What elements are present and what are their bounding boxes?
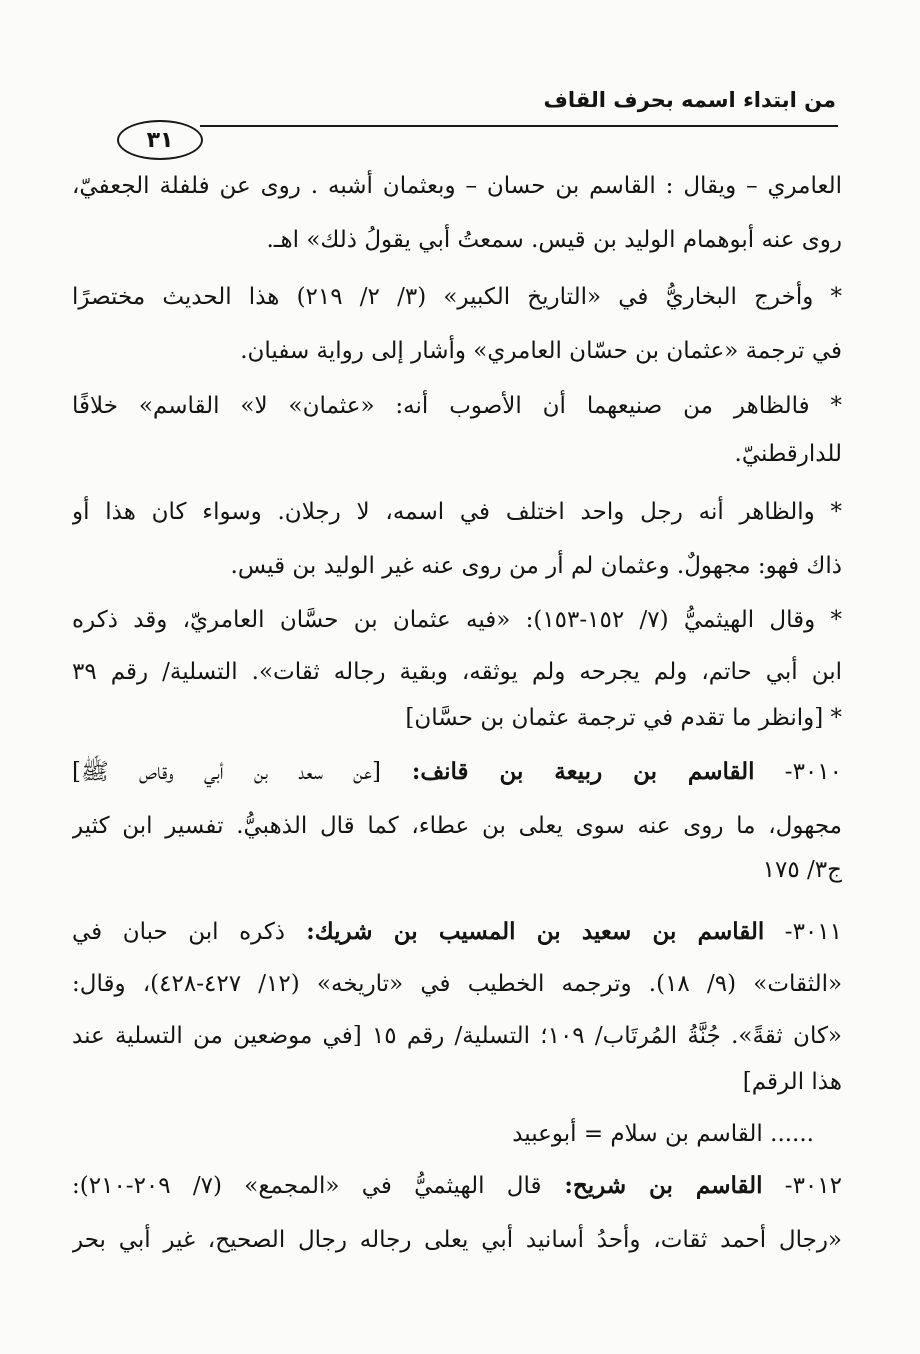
text-line-3: * وأخرج البخاريُّ في «التاريخ الكبير» (٣/ ٢/ ٢١٩) هذا الحديث مختصرًا (72, 284, 842, 310)
text-line-16: «الثقات» (٩/ ١٨). وترجمه الخطيب في «تاريخه» (١٢/ ٤٢٧-٤٢٨)، وقال: (72, 971, 842, 997)
entry-3012-line (72, 1164, 842, 1208)
entry-name: القاسم بن شريح: (541, 1172, 763, 1199)
text-line-2: روى عنه أبوهمام الوليد بن قيس. سمعتُ أبي يقولُ ذلك» اهـ. (266, 227, 842, 253)
page-number: ٣١ (117, 120, 203, 160)
text-line-4: في ترجمة «عثمان بن حسّان العامري» وأشار إلى رواية سفيان. (240, 338, 842, 364)
entry-number: ٣٠١٢- (762, 1173, 842, 1199)
entry-name: القاسم بن سعيد بن المسيب بن شريك: (285, 918, 765, 945)
cross-reference-line: ...... القاسم بن سلام = أبوعبيد (512, 1121, 814, 1147)
header-rule (200, 125, 838, 127)
entry-text: قال الهيثميُّ في «المجمع» (٧/ ٢٠٩-٢١٠): (72, 1173, 542, 1199)
text-line-14: ج٣/ ١٧٥ (762, 857, 842, 883)
entry-text: ذكره ابن حبان في (72, 919, 286, 945)
text-line-6: للدارقطنيّ. (734, 441, 842, 467)
text-line-5: * فالظاهر من صنيعهما أن الأصوب أنه: «عثمان» لا» القاسم» خلافًا (72, 393, 842, 419)
running-head: من ابتداء اسمه بحرف القاف (543, 88, 836, 112)
text-line-10: ابن أبي حاتم، ولم يجرحه ولم يوثقه، وبقية رجاله ثقات». التسلية/ رقم ٣٩ (72, 659, 842, 685)
entry-text: [عن سعد بن أبي وقاص ﷺ] (72, 759, 381, 785)
entry-name: القاسم بن ربيعة بن قانف: (380, 758, 755, 785)
text-line-9: * وقال الهيثميُّ (٧/ ١٥٢-١٥٣): «فيه عثمان بن حسَّان العامريّ، وقد ذكره (72, 607, 842, 633)
text-line-21: «رجال أحمد ثقات، وأحدُ أسانيد أبي يعلى رجاله رجال الصحيح، غير أبي بحر (72, 1227, 842, 1253)
text-line-11: * [وانظر ما تقدم في ترجمة عثمان بن حسَّان] (405, 705, 842, 731)
text-line-17: «كان ثقةً». جُنَّةُ المُرتَاب/ ١٠٩؛ التسلية/ رقم ١٥ [في موضعين من التسلية عند (72, 1023, 842, 1049)
entry-number: ٣٠١٠- (754, 759, 842, 785)
text-line-18: هذا الرقم] (742, 1069, 842, 1095)
text-line-1: العامري – ويقال : القاسم بن حسان – وبعثمان أشبه . روى عن فلفلة الجعفيّ، (72, 173, 842, 199)
text-line-13: مجهول، ما روى عنه سوى يعلى بن عطاء، كما قال الذهبيُّ. تفسير ابن كثير (72, 813, 842, 839)
text-line-8: ذاك فهو: مجهولٌ. وعثمان لم أر من روى عنه غير الوليد بن قيس. (230, 553, 842, 579)
entry-3010-line (72, 750, 842, 794)
text-line-7: * والظاهر أنه رجل واحد اختلف في اسمه، لا رجلان. وسواء كان هذا أو (72, 499, 842, 525)
entry-number: ٣٠١١- (764, 919, 842, 945)
entry-3011-line (72, 910, 842, 954)
